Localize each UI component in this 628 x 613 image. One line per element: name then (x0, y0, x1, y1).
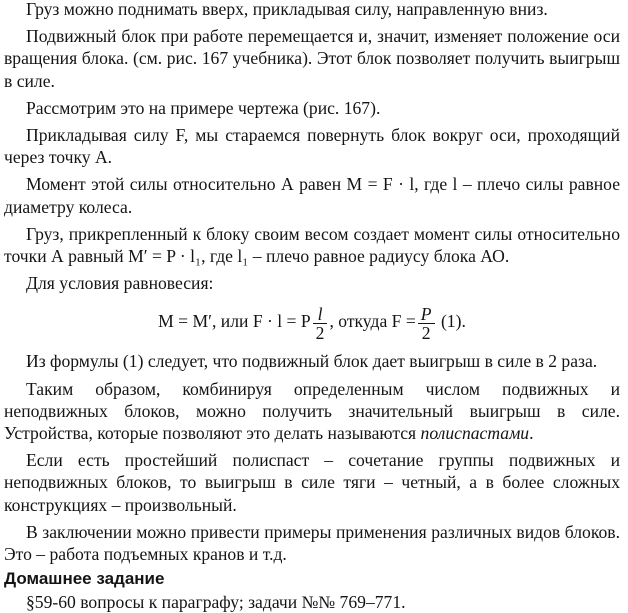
paragraph-9-text: Таким образом, комбинируя определенным числом подвижных и неподвижных блоков, можно получить значительный выигрыш в силе. (4, 378, 620, 421)
paragraph-10-text: Устройства, которые позволяют это делать называются (4, 423, 421, 444)
fraction-1-numerator: l (313, 305, 328, 324)
paragraph-11: Если есть простейший полиспаст – сочетание группы подвижных и неподвижных блоков, то выигрыш в силе тяги – четный, а в более сложных конструкциях – произвольный. (4, 450, 620, 515)
homework-heading: Домашнее задание (4, 569, 165, 589)
formula-separator-1: , или (211, 311, 249, 332)
fraction-2-numerator: P (418, 305, 435, 324)
polyspast-term: полиспастами (420, 423, 530, 444)
paragraph-5: Момент этой силы относительно А равен M = F · l, где l – плечо силы равное диаметру колеса. (4, 174, 620, 217)
paragraph-2: Подвижный блок при работе перемещается и, значит, изменяет положение оси вращения блока. (см. рис. 167 учебника). Этот блок позволяет получить выигрыш в силе. (4, 26, 620, 91)
paragraph-9 (4, 378, 620, 445)
formula-separator-2: , откуда (329, 311, 388, 332)
formula-eq3-left: F = (391, 311, 416, 332)
paragraph-4: Прикладывая силу F, мы стараемся повернуть блок вокруг оси, проходящий через точку А. (4, 125, 620, 168)
paragraph-7: Для условия равновесия: (26, 273, 214, 294)
fraction-2-denominator: 2 (421, 322, 431, 343)
formula-eq2-left: F · l = P (252, 311, 311, 332)
formula-label: (1). (440, 311, 466, 332)
fraction-p-over-2 (418, 305, 435, 342)
paragraph-1: Груз можно поднимать вверх, прикладывая силу, направленную вниз. (26, 0, 548, 19)
fraction-1-denominator: 2 (315, 322, 325, 343)
paragraph-6: Груз, прикрепленный к блоку своим весом создает момент силы относительно точки А равный M′ = P · l₁, где l₁ – плечо равное радиусу блока АО. (4, 223, 620, 267)
homework-text: §59-60 вопросы к параграфу; задачи №№ 769–771. (26, 592, 406, 613)
formula-lhs: M = M′ (158, 311, 212, 332)
paragraph-10-end: . (529, 423, 534, 444)
equilibrium-formula (4, 301, 620, 341)
paragraph-12: В заключении можно привести примеры применения различных видов блоков. Это – работа подъемных кранов и т.д. (4, 521, 620, 565)
fraction-l-over-2 (313, 305, 328, 342)
paragraph-8: Из формулы (1) следует, что подвижный блок дает выигрыш в силе в 2 раза. (26, 351, 598, 372)
paragraph-3: Рассмотрим это на примере чертежа (рис. 167). (26, 97, 381, 118)
